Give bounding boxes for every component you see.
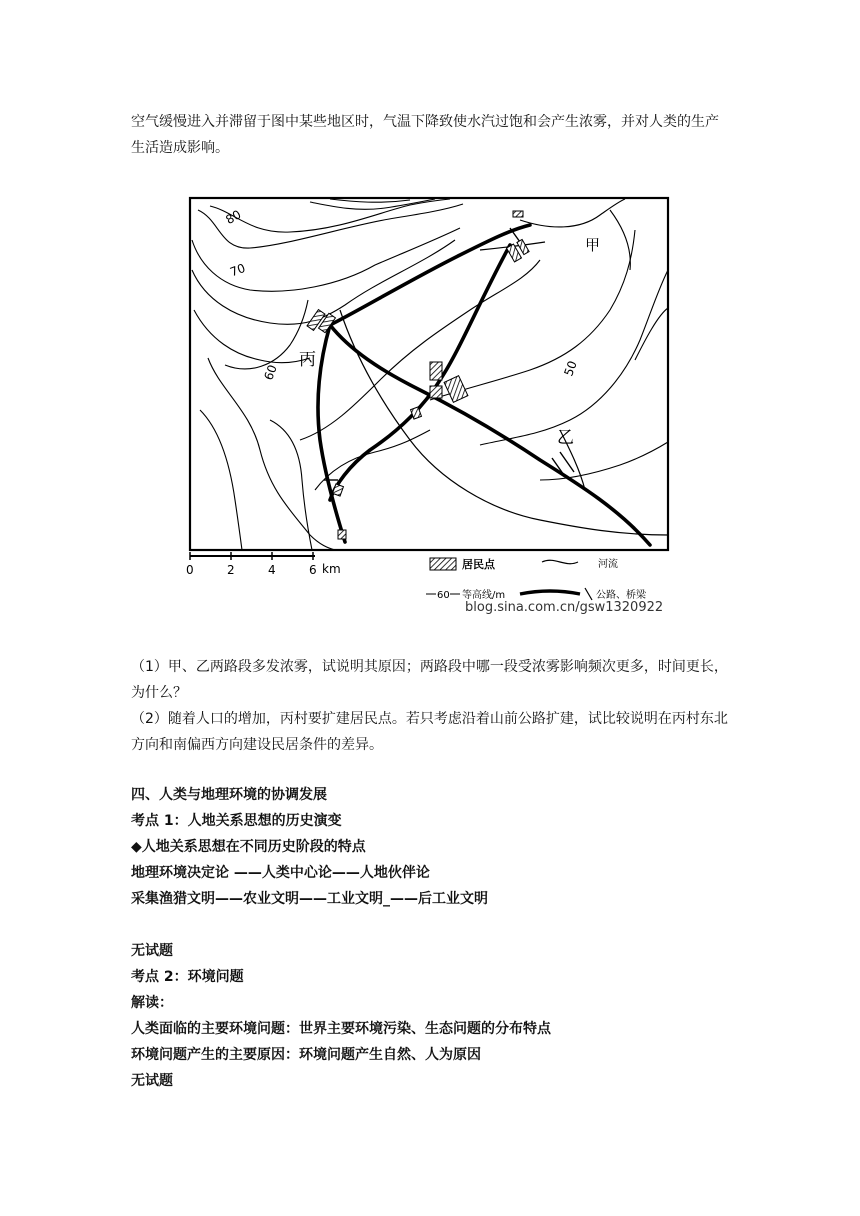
- roads: [318, 225, 650, 545]
- key-point-2: 考点 2：环境问题: [131, 969, 244, 985]
- question-2: （2）随着人口的增加，丙村要扩建居民点。若只考虑沿着山前公路扩建，试比较说明在丙村东北方向和南偏西方向建设民居条件的差异。: [131, 711, 728, 753]
- rivers: [340, 242, 668, 535]
- legend-settlement-label: 居民点: [462, 558, 495, 571]
- scale-tick-0: 0: [186, 563, 194, 577]
- scale-tick-2: 2: [227, 563, 235, 577]
- no-question-2: 无试题: [131, 1073, 173, 1089]
- legend-river-label: 河流: [598, 559, 618, 570]
- contour-label-80: 80: [223, 207, 244, 228]
- legend-contour-label: 等高线/m: [462, 590, 506, 601]
- key-point-1: 考点 1：人地关系思想的历史演变: [131, 813, 342, 829]
- key-point-1-line-2: 采集渔猎文明——农业文明——工业文明_——后工业文明: [131, 891, 488, 907]
- key-point-1-line-1: 地理环境决定论 ——人类中心论——人地伙伴论: [131, 865, 430, 881]
- question-1: （1）甲、乙两路段多发浓雾，试说明其原因；两路段中哪一段受浓雾影响频次更多，时间更长，为什么？: [131, 659, 728, 701]
- legend-river-swatch: [542, 560, 578, 563]
- key-point-1-bullet: ◆人地关系思想在不同历史阶段的特点: [131, 839, 366, 855]
- section-heading: 四、人类与地理环境的协调发展: [131, 787, 327, 803]
- key-point-2-reading: 解读：: [131, 995, 173, 1011]
- key-point-2-line-1: 人类面临的主要环境问题：世界主要环境污染、生态问题的分布特点: [131, 1021, 551, 1037]
- topographic-map: [180, 190, 690, 620]
- scale-bar: [186, 552, 341, 577]
- scale-tick-6: 6: [309, 563, 317, 577]
- no-question-1: 无试题: [131, 943, 173, 959]
- legend-settlement-swatch: [430, 558, 456, 570]
- legend-road-swatch: [520, 591, 580, 594]
- place-label-yi: 乙: [557, 428, 574, 448]
- contour-label-50: 50: [561, 358, 580, 379]
- place-label-bing: 丙: [299, 350, 316, 370]
- legend-contour-sample: 60: [437, 590, 450, 601]
- intro-paragraph: 空气缓慢进入并滞留于图中某些地区时，气温下降致使水汽过饱和会产生浓雾，并对人类的生产生活造成影响。: [131, 114, 719, 156]
- key-point-2-line-2: 环境问题产生的主要原因：环境问题产生自然、人为原因: [131, 1047, 481, 1063]
- contour-label-60: 60: [261, 362, 280, 383]
- map-legend: [426, 557, 647, 601]
- scale-unit: km: [322, 562, 341, 576]
- legend-road-label: 公路、桥梁: [596, 590, 646, 601]
- map-watermark: blog.sina.com.cn/gsw1320922: [465, 600, 664, 615]
- settlements: [307, 211, 529, 539]
- contour-label-70: 70: [228, 260, 248, 280]
- scale-tick-4: 4: [268, 563, 276, 577]
- place-label-jia: 甲: [585, 236, 601, 254]
